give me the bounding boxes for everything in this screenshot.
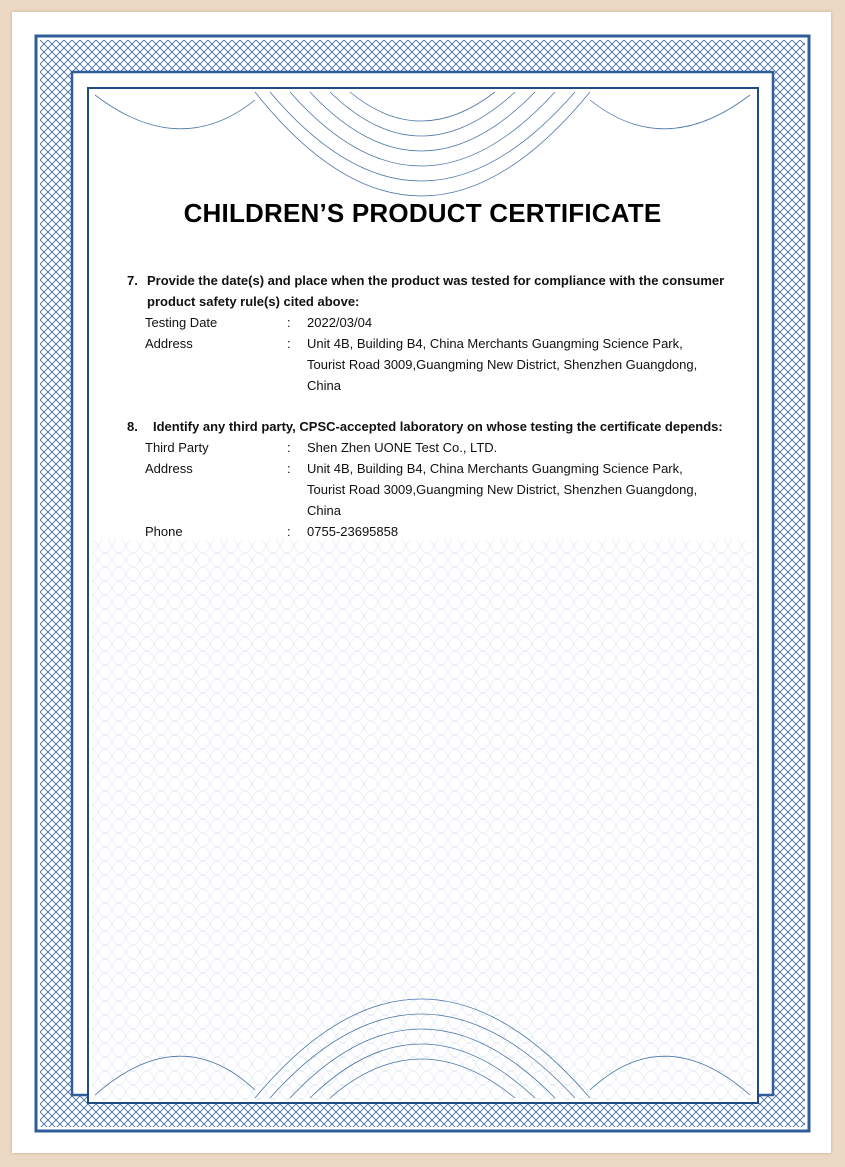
certificate-title: CHILDREN’S PRODUCT CERTIFICATE xyxy=(183,198,662,228)
field-testing-date: Testing Date : 2022/03/04 xyxy=(145,315,373,330)
field-third-party: Third Party : Shen Zhen UONE Test Co., LTD. xyxy=(145,440,498,455)
field-phone: Phone : 0755-23695858 xyxy=(145,524,399,539)
section-7-heading: 7. Provide the date(s) and place when the product was tested for compliance with the consumer product safety rule(s) cited above: xyxy=(127,270,767,312)
field-address: Address : Unit 4B, Building B4, China Merchants Guangming Science Park, Tourist Road 3009,Guangming New District, Shenzhen Guangdong, China xyxy=(145,461,698,518)
section-number: 8. xyxy=(127,419,138,434)
section-8 xyxy=(127,416,767,542)
section-number: 7. xyxy=(127,273,138,288)
field-address: Address : Unit 4B, Building B4, China Merchants Guangming Science Park, Tourist Road 3009,Guangming New District, Shenzhen Guangdong, China xyxy=(145,336,698,393)
section-7 xyxy=(127,270,767,396)
section-8-heading: 8. Identify any third party, CPSC-accepted laboratory on whose testing the certificate depends: xyxy=(127,416,767,437)
